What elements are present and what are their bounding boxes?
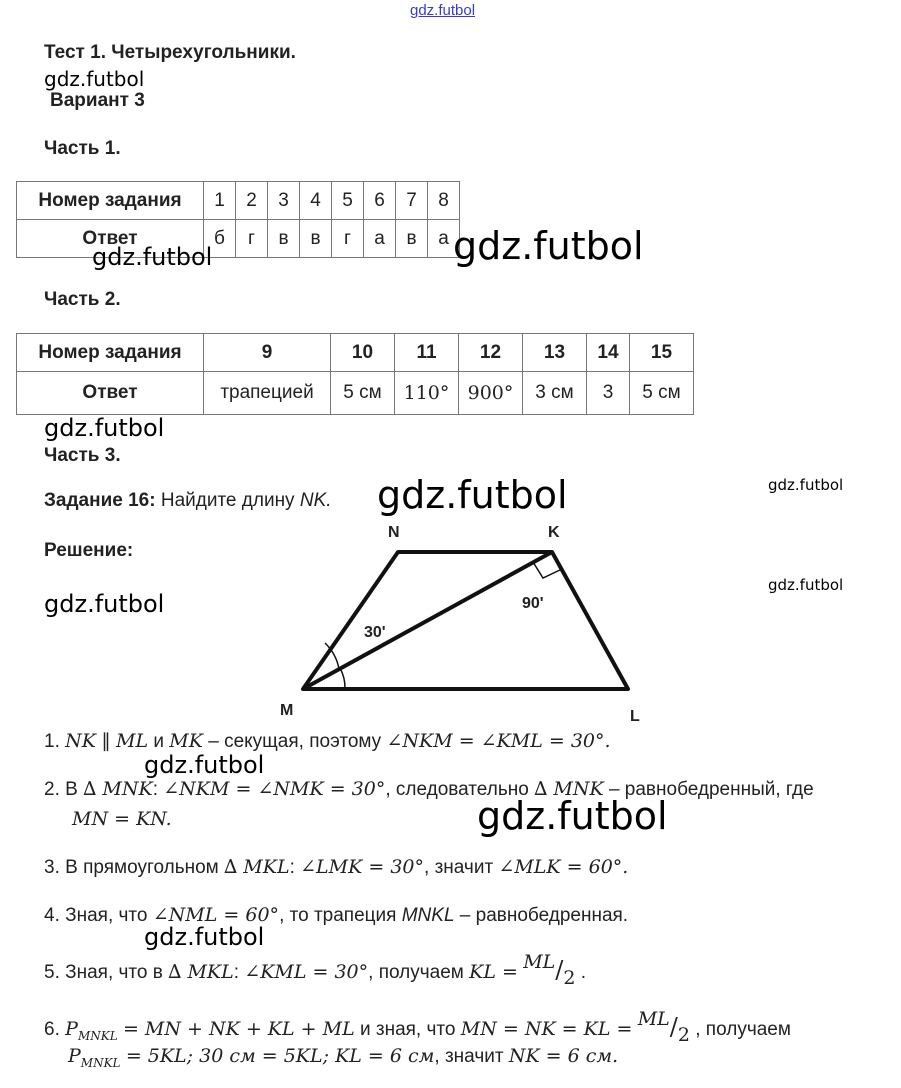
math: ML: [116, 730, 149, 752]
text: , значит: [434, 1046, 504, 1067]
step-number: 4.: [44, 905, 60, 926]
trapezoid-outline: [303, 552, 628, 689]
task-variable: NK.: [299, 490, 332, 511]
part1-answer-table: [16, 181, 460, 258]
part2-answer-table: [16, 333, 694, 415]
angle-label-30: 30': [364, 624, 386, 641]
math: KL =: [469, 961, 518, 983]
text: Зная, что: [65, 905, 148, 926]
text: В прямоугольном: [65, 857, 219, 878]
task-number-cell: 10: [331, 334, 395, 372]
task-text: Найдите длину: [160, 490, 295, 511]
fraction-slash: /: [669, 1013, 678, 1041]
row-label-answer: Ответ: [17, 220, 204, 258]
text: , значит: [424, 857, 494, 878]
table-row: [17, 334, 694, 372]
math: MNKL: [401, 905, 455, 926]
answer-cell: а: [428, 220, 460, 258]
text: , получаем: [695, 1019, 791, 1040]
math: NK: [65, 730, 96, 752]
answer-cell: 110°: [395, 372, 459, 415]
math: MK: [169, 730, 203, 752]
step-number: 5.: [44, 962, 60, 983]
task-number-cell: 1: [204, 182, 236, 220]
angle-arc-kml: [340, 668, 345, 689]
text: , получаем: [368, 962, 464, 983]
answer-cell: в: [396, 220, 428, 258]
row-label-answer: Ответ: [17, 372, 204, 415]
text: и: [153, 731, 165, 752]
answer-cell: 5 см: [630, 372, 694, 415]
watermark: gdz.futbol: [768, 576, 844, 594]
math: ∠KML = 30°: [244, 961, 369, 983]
math: P: [65, 1018, 78, 1040]
math: ∠LMK = 30°: [300, 856, 425, 878]
math: = 5KL; 30 см = 5KL; KL = 6 см: [125, 1045, 435, 1067]
answer-cell: 5 см: [331, 372, 395, 415]
variant-label: Вариант 3: [50, 90, 145, 111]
table-row: [17, 182, 460, 220]
vertex-label-l: L: [630, 708, 640, 725]
text: – равнобедренная.: [459, 905, 629, 926]
math: 2: [563, 967, 576, 989]
answer-cell: в: [268, 220, 300, 258]
text: :: [289, 857, 295, 878]
task-number-cell: 5: [332, 182, 364, 220]
text: , следовательно: [385, 779, 529, 800]
task-number-cell: 2: [236, 182, 268, 220]
page-title: Тест 1. Четырехугольники.: [44, 42, 296, 63]
answer-cell: б: [204, 220, 236, 258]
table-row: [17, 220, 460, 258]
text: :: [152, 779, 158, 800]
watermark: gdz.futbol: [377, 473, 568, 517]
trapezoid-figure: [270, 515, 650, 730]
solution-step-3: [44, 856, 628, 879]
angle-label-90: 90': [522, 595, 544, 612]
math: MN = NK = KL =: [460, 1018, 633, 1040]
text: .: [580, 962, 587, 983]
answer-cell: а: [364, 220, 396, 258]
row-label-task: Номер задания: [17, 334, 204, 372]
task-number-cell: 7: [396, 182, 428, 220]
task16-statement: [44, 490, 332, 512]
vertex-label-m: M: [280, 702, 294, 719]
math: ∠NKM = ∠NMK = 30°: [163, 778, 386, 800]
solution-step-2: [44, 778, 814, 801]
math: NK = 6 см.: [508, 1045, 619, 1067]
math: ∆ MNK: [83, 778, 153, 800]
watermark-hidden: gdz.futbol: [44, 1070, 50, 1071]
watermark: gdz.futbol: [44, 67, 145, 91]
task-number-cell: 9: [204, 334, 331, 372]
math: MNKL: [77, 1028, 118, 1043]
solution-step-6: [44, 1008, 791, 1046]
text: Зная, что в: [65, 962, 163, 983]
solution-step-6-cont: [68, 1045, 618, 1070]
fraction-slash: /: [555, 956, 564, 984]
step-number: 3.: [44, 857, 60, 878]
task-label: Задание 16:: [44, 490, 156, 511]
math: 2: [677, 1024, 690, 1046]
vertex-label-n: N: [388, 524, 400, 541]
solution-step-2-cont: [72, 808, 172, 831]
parallel-sign: ∥: [101, 731, 111, 752]
math: ML: [523, 951, 556, 973]
math: P: [68, 1045, 81, 1067]
table-row: [17, 372, 694, 415]
task-number-cell: 3: [268, 182, 300, 220]
watermark: gdz.futbol: [768, 476, 844, 494]
answer-cell: г: [332, 220, 364, 258]
step-number: 1.: [44, 731, 60, 752]
answer-cell: в: [300, 220, 332, 258]
math: MNKL: [80, 1055, 121, 1070]
math: ∠NKM = ∠KML = 30°.: [386, 730, 611, 752]
watermark: gdz.futbol: [477, 794, 668, 838]
math: = MN + NK + KL + ML: [122, 1018, 355, 1040]
answer-cell: 3: [587, 372, 630, 415]
task-number-cell: 4: [300, 182, 332, 220]
math: ∠MLK = 60°.: [498, 856, 629, 878]
watermark-top-link[interactable]: gdz.futbol: [410, 2, 476, 19]
watermark: gdz.futbol: [44, 414, 165, 442]
part2-heading: Часть 2.: [44, 289, 121, 310]
part1-heading: Часть 1.: [44, 138, 121, 159]
answer-cell: 900°: [459, 372, 523, 415]
task-number-cell: 8: [428, 182, 460, 220]
watermark: gdz.futbol: [92, 243, 213, 271]
solution-step-4: [44, 904, 628, 927]
text: :: [233, 962, 239, 983]
solution-step-5: [44, 951, 587, 989]
watermark: gdz.futbol: [453, 224, 644, 268]
task-number-cell: 12: [459, 334, 523, 372]
task-number-cell: 13: [523, 334, 587, 372]
watermark: gdz.futbol: [44, 590, 165, 618]
text: , то трапеция: [279, 905, 397, 926]
task-number-cell: 6: [364, 182, 396, 220]
row-label-task: Номер задания: [17, 182, 204, 220]
text: и зная, что: [359, 1019, 456, 1040]
vertex-label-k: K: [548, 524, 560, 541]
part3-heading: Часть 3.: [44, 445, 121, 466]
text: В: [65, 779, 78, 800]
answer-cell: трапецией: [204, 372, 331, 415]
math: ∆ MKL: [224, 856, 290, 878]
task-number-cell: 14: [587, 334, 630, 372]
step-number: 2.: [44, 779, 60, 800]
task-number-cell: 15: [630, 334, 694, 372]
math: ∠NML = 60°: [152, 904, 280, 926]
watermark: gdz.futbol: [144, 751, 265, 779]
solution-label: Решение:: [44, 540, 134, 561]
math: ∆ MNK: [534, 778, 604, 800]
step-number: 6.: [44, 1019, 60, 1040]
text: – секущая, поэтому: [208, 731, 382, 752]
answer-cell: г: [236, 220, 268, 258]
solution-step-1: [44, 730, 611, 753]
watermark: gdz.futbol: [144, 923, 265, 951]
math: ML: [637, 1008, 670, 1030]
math: ∆ MKL: [168, 961, 234, 983]
answer-cell: 3 см: [523, 372, 587, 415]
task-number-cell: 11: [395, 334, 459, 372]
math: MN = KN.: [72, 808, 172, 830]
text: – равнобедренный, где: [608, 779, 814, 800]
